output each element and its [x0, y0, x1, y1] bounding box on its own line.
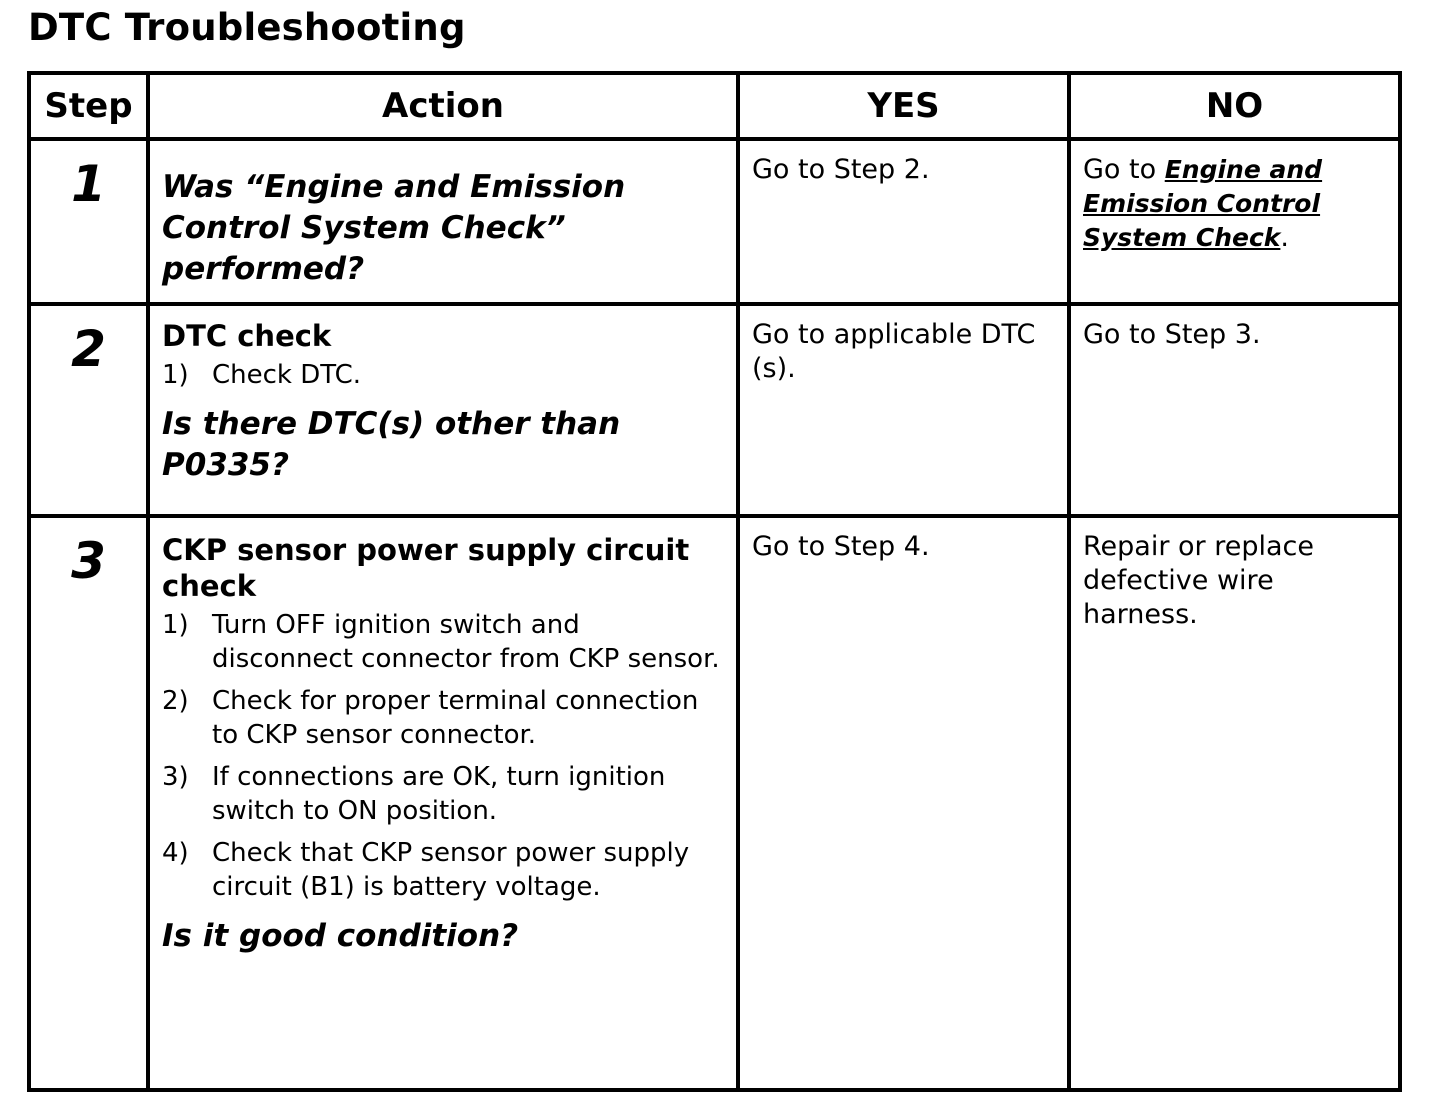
- yes-text: Go to Step 4.: [752, 531, 930, 562]
- step-number: 1: [71, 155, 106, 213]
- step-question: Is there DTC(s) other than P0335?: [162, 406, 621, 483]
- table-row: [29, 139, 1400, 304]
- item-text: Check for proper terminal connection to CKP sensor connector.: [212, 686, 699, 750]
- yes-text: Go to Step 2.: [752, 154, 930, 185]
- no-text-suffix: .: [1280, 222, 1289, 253]
- list-item: [162, 608, 726, 676]
- step-question: Was “Engine and Emission Control System Check” performed?: [162, 169, 626, 287]
- list-item: [162, 760, 726, 828]
- header-no: NO: [1069, 73, 1400, 139]
- list-item: [162, 684, 726, 752]
- procedure-list: [162, 358, 726, 392]
- item-number: 1): [162, 610, 189, 640]
- step-cell: [29, 516, 148, 1090]
- step-cell: [29, 304, 148, 516]
- step-cell: [29, 139, 148, 304]
- yes-cell: [738, 516, 1069, 1090]
- item-text: Check DTC.: [212, 360, 362, 390]
- item-text: Turn OFF ignition switch and disconnect connector from CKP sensor.: [212, 610, 720, 674]
- no-cell: [1069, 304, 1400, 516]
- action-cell: [148, 516, 738, 1090]
- no-text: Repair or replace defective wire harness.: [1083, 531, 1314, 630]
- step-number: 3: [71, 532, 106, 590]
- header-step: Step: [29, 73, 148, 139]
- step-number: 2: [71, 320, 106, 378]
- step-heading: DTC check: [162, 319, 332, 353]
- header-yes: YES: [738, 73, 1069, 139]
- system-check-link[interactable]: Engine and Emission Control System Check: [1083, 155, 1323, 252]
- item-number: 3): [162, 762, 189, 792]
- item-text: If connections are OK, turn ignition switch to ON position.: [212, 762, 666, 826]
- yes-cell: [738, 304, 1069, 516]
- item-text: Check that CKP sensor power supply circuit (B1) is battery voltage.: [212, 838, 690, 902]
- procedure-list: [162, 608, 726, 904]
- page-title: DTC Troubleshooting: [28, 6, 466, 49]
- item-number: 4): [162, 838, 189, 868]
- troubleshooting-table: [27, 71, 1402, 1092]
- header-action: Action: [148, 73, 738, 139]
- no-text: Go to Step 3.: [1083, 319, 1261, 350]
- no-cell: [1069, 516, 1400, 1090]
- list-item: [162, 836, 726, 904]
- step-question: Is it good condition?: [162, 918, 519, 954]
- yes-cell: [738, 139, 1069, 304]
- no-text-prefix: Go to: [1083, 154, 1165, 185]
- yes-text: Go to applicable DTC (s).: [752, 319, 1036, 384]
- no-cell: [1069, 139, 1400, 304]
- table-header-row: [29, 73, 1400, 139]
- list-item: [162, 358, 726, 392]
- table-row: [29, 516, 1400, 1090]
- action-cell: [148, 139, 738, 304]
- table-row: [29, 304, 1400, 516]
- step-heading: CKP sensor power supply circuit check: [162, 533, 690, 603]
- item-number: 2): [162, 686, 189, 716]
- action-cell: [148, 304, 738, 516]
- item-number: 1): [162, 360, 189, 390]
